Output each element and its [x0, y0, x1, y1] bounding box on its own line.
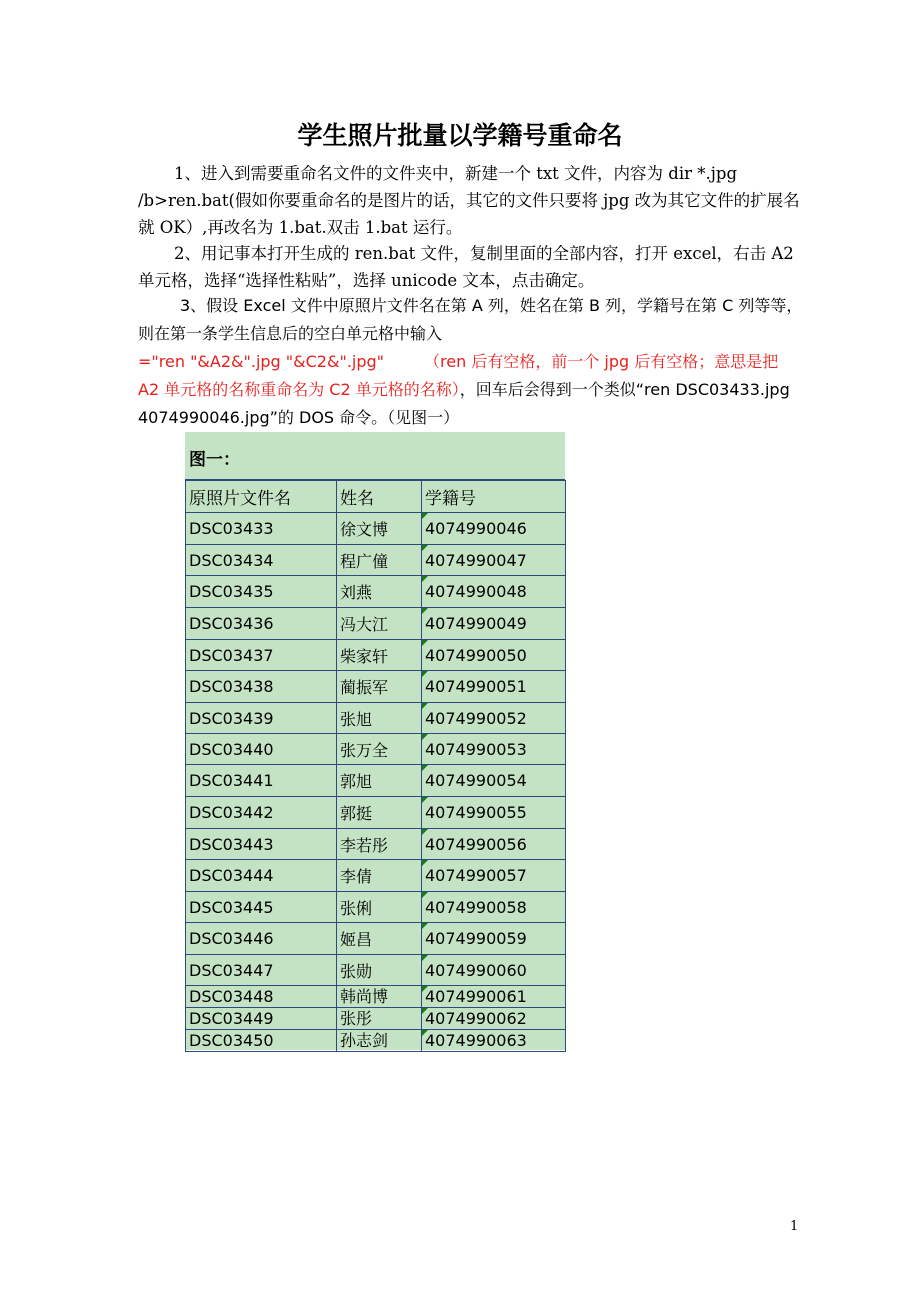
table-header-row	[186, 481, 566, 513]
cell-name: 李若彤	[337, 829, 422, 860]
cell-filename: DSC03440	[186, 734, 337, 765]
cell-filename: DSC03449	[186, 1008, 337, 1030]
table-row	[186, 765, 566, 797]
cell-filename: DSC03434	[186, 545, 337, 576]
cell-filename: DSC03443	[186, 829, 337, 860]
table-row	[186, 671, 566, 703]
table-row	[186, 1008, 566, 1030]
header-filename: 原照片文件名	[186, 481, 337, 513]
cell-filename: DSC03436	[186, 608, 337, 640]
figure-caption: 图一：	[185, 432, 565, 480]
cell-filename: DSC03447	[186, 955, 337, 986]
cell-filename: DSC03448	[186, 986, 337, 1008]
cell-filename: DSC03441	[186, 765, 337, 797]
cell-filename: DSC03442	[186, 797, 337, 829]
cell-filename: DSC03450	[186, 1030, 337, 1052]
cell-name: 张俐	[337, 892, 422, 923]
cell-name: 张彤	[337, 1008, 422, 1030]
cell-name: 姬昌	[337, 923, 422, 955]
excel-formula: ="ren "&A2&".jpg "&C2&".jpg"	[138, 352, 385, 371]
table-row	[186, 955, 566, 986]
cell-student-id: 4074990047	[422, 545, 566, 576]
table-row	[186, 1030, 566, 1052]
step-3-intro: 3、假设 Excel 文件中原照片文件名在第 A 列，姓名在第 B 列，学籍号在第 C 列等等，则在第一条学生信息后的空白单元格中输入	[138, 296, 803, 343]
cell-name: 郭旭	[337, 765, 422, 797]
table-row	[186, 513, 566, 545]
cell-name: 李倩	[337, 860, 422, 892]
cell-filename: DSC03435	[186, 576, 337, 608]
cell-student-id: 4074990050	[422, 640, 566, 671]
cell-name: 柴家轩	[337, 640, 422, 671]
table-row	[186, 797, 566, 829]
step-3-paragraph	[138, 292, 803, 432]
cell-student-id: 4074990062	[422, 1008, 566, 1030]
cell-name: 张万全	[337, 734, 422, 765]
table-row	[186, 923, 566, 955]
cell-student-id: 4074990059	[422, 923, 566, 955]
cell-name: 刘燕	[337, 576, 422, 608]
table-row	[186, 860, 566, 892]
cell-filename: DSC03439	[186, 703, 337, 734]
cell-name: 韩尚博	[337, 986, 422, 1008]
cell-student-id: 4074990057	[422, 860, 566, 892]
document-title: 学生照片批量以学籍号重命名	[297, 121, 623, 150]
cell-student-id: 4074990055	[422, 797, 566, 829]
step-1-paragraph: 1、进入到需要重命名文件的文件夹中，新建一个 txt 文件，内容为 dir *.jpg /b>ren.bat(假如你要重命名的是图片的话，其它的文件只要将 jpg 改为其它文件的扩展名就 OK）,再改名为 1.bat.双击 1.bat 运行。	[138, 164, 800, 237]
table-row	[186, 892, 566, 923]
cell-student-id: 4074990046	[422, 513, 566, 545]
cell-student-id: 4074990048	[422, 576, 566, 608]
cell-name: 冯大江	[337, 608, 422, 640]
table-row	[186, 608, 566, 640]
header-name: 姓名	[337, 481, 422, 513]
cell-filename: DSC03433	[186, 513, 337, 545]
cell-name: 张勋	[337, 955, 422, 986]
cell-filename: DSC03437	[186, 640, 337, 671]
cell-name: 蔺振军	[337, 671, 422, 703]
cell-name: 孙志剑	[337, 1030, 422, 1052]
cell-filename: DSC03445	[186, 892, 337, 923]
cell-student-id: 4074990052	[422, 703, 566, 734]
cell-filename: DSC03446	[186, 923, 337, 955]
cell-student-id: 4074990049	[422, 608, 566, 640]
table-row	[186, 829, 566, 860]
cell-student-id: 4074990054	[422, 765, 566, 797]
cell-student-id: 4074990058	[422, 892, 566, 923]
cell-student-id: 4074990060	[422, 955, 566, 986]
figure-spreadsheet	[185, 432, 565, 1050]
table-row	[186, 576, 566, 608]
table-row	[186, 734, 566, 765]
cell-name: 程广僮	[337, 545, 422, 576]
cell-student-id: 4074990053	[422, 734, 566, 765]
table-row	[186, 545, 566, 576]
step-3-tail: ，回车后会得到一个类似“ren DSC03433.jpg 4074990046.jpg”的 DOS 命令。（见图一）	[138, 380, 790, 427]
formula-note: （ren 后有空格，前一个 jpg 后有空格；意思是把 A2 单元格的名称重命名为 C2 单元格的名称）	[138, 352, 779, 399]
cell-filename: DSC03438	[186, 671, 337, 703]
table-row	[186, 703, 566, 734]
cell-student-id: 4074990051	[422, 671, 566, 703]
cell-student-id: 4074990061	[422, 986, 566, 1008]
table-row	[186, 640, 566, 671]
cell-name: 徐文博	[337, 513, 422, 545]
header-student-id: 学籍号	[422, 481, 566, 513]
cell-name: 郭挺	[337, 797, 422, 829]
student-table	[185, 480, 566, 1052]
cell-filename: DSC03444	[186, 860, 337, 892]
cell-student-id: 4074990056	[422, 829, 566, 860]
cell-student-id: 4074990063	[422, 1030, 566, 1052]
page-number: 1	[790, 1219, 799, 1234]
step-2-paragraph: 2、用记事本打开生成的 ren.bat 文件，复制里面的全部内容，打开 excel，右击 A2 单元格，选择“选择性粘贴”，选择 unicode 文本，点击确定。	[138, 244, 794, 290]
table-row	[186, 986, 566, 1008]
cell-name: 张旭	[337, 703, 422, 734]
